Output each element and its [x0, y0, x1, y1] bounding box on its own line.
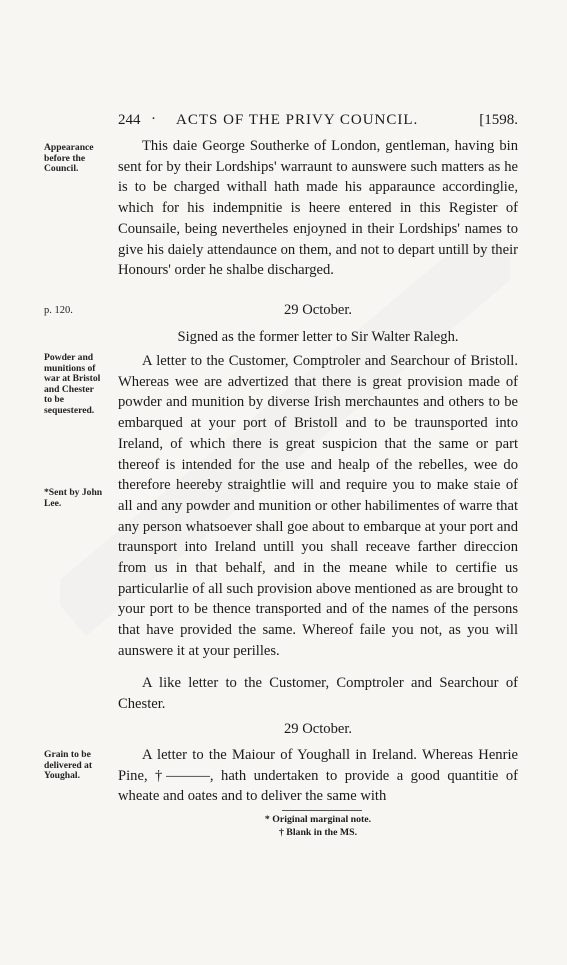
- margin-note-powder: Powder and munitions of war at Bristol and Chester to be sequestered.: [44, 352, 101, 416]
- margin-note-grain: Grain to be delivered at Youghal.: [44, 749, 93, 781]
- running-header: [118, 112, 518, 132]
- date-heading: 29 October.: [283, 302, 353, 318]
- signed-note: Signed as the former letter to Sir Walter Ralegh.: [177, 329, 459, 345]
- margin-note-page-ref: p. 120.: [44, 305, 73, 316]
- footnote-rule: [282, 810, 362, 811]
- entry-chester-letter: [118, 673, 518, 714]
- footnote-2: † Blank in the MS.: [278, 827, 358, 838]
- page-number: 244: [118, 112, 141, 128]
- entry-appearance: [118, 136, 518, 281]
- entry-text: This daie George Southerke of London, gentleman, having bin sent for by their Lordships' warraunt to aunswere such matters as he is to be charged withall hath made his apparaunce accordinglie, which for his indempnitie is heere entered in this Register of Counsaile, being nevertheles enjoyned in their Lordships' names to give his daiely attendaunce on them, and not to depart untill by their Honours' order he shalbe discharged.: [118, 138, 518, 279]
- footnote-1: * Original marginal note.: [264, 814, 372, 825]
- entry-text: A like letter to the Customer, Comptroler and Searchour of Chester.: [118, 675, 518, 712]
- date-heading: 29 October.: [283, 721, 353, 737]
- margin-note-sent-by: *Sent by John Lee.: [44, 487, 103, 509]
- entry-youghal-letter: [118, 745, 518, 807]
- entry-text: A letter to the Maiour of Youghall in Ireland. Whereas Henrie Pine, †———, hath undertaken to provide a good quantitie of wheate and oates and to deliver the same with: [118, 747, 518, 805]
- entry-bristol-letter: [118, 351, 518, 662]
- book-title: ACTS OF THE PRIVY COUNCIL.: [176, 112, 419, 128]
- header-separator: ·: [151, 111, 156, 127]
- entry-text: A letter to the Customer, Comptroler and Searchour of Bristoll. Whereas wee are advertized that there is great provision made of powder and munition by diverse Irish merchauntes and others to be embarqued at your port of Bristoll and to be traunsported into Ireland, of which there is great suspicion that the same or part thereof is intended for the use and healp of the rebelles, wee do therefore heereby straightlie will and require you to make staie of all and any powder and munition or other habilimentes of warre that any person whatsoever shall goe about to embarque at your port and traunsport into Ireland untill you shall receave farther direccion from us in that behalf, and in the meane while to certifie us particularlie of all such provision above mentioned as are brought to your port to be thence transported and of the names of the persons that have provided the same. Whereof faile you not, as you will aunswere it at your perilles.: [118, 353, 518, 659]
- margin-note-appearance: Appearance before the Council.: [44, 142, 94, 174]
- year-marker: [1598.: [479, 112, 518, 128]
